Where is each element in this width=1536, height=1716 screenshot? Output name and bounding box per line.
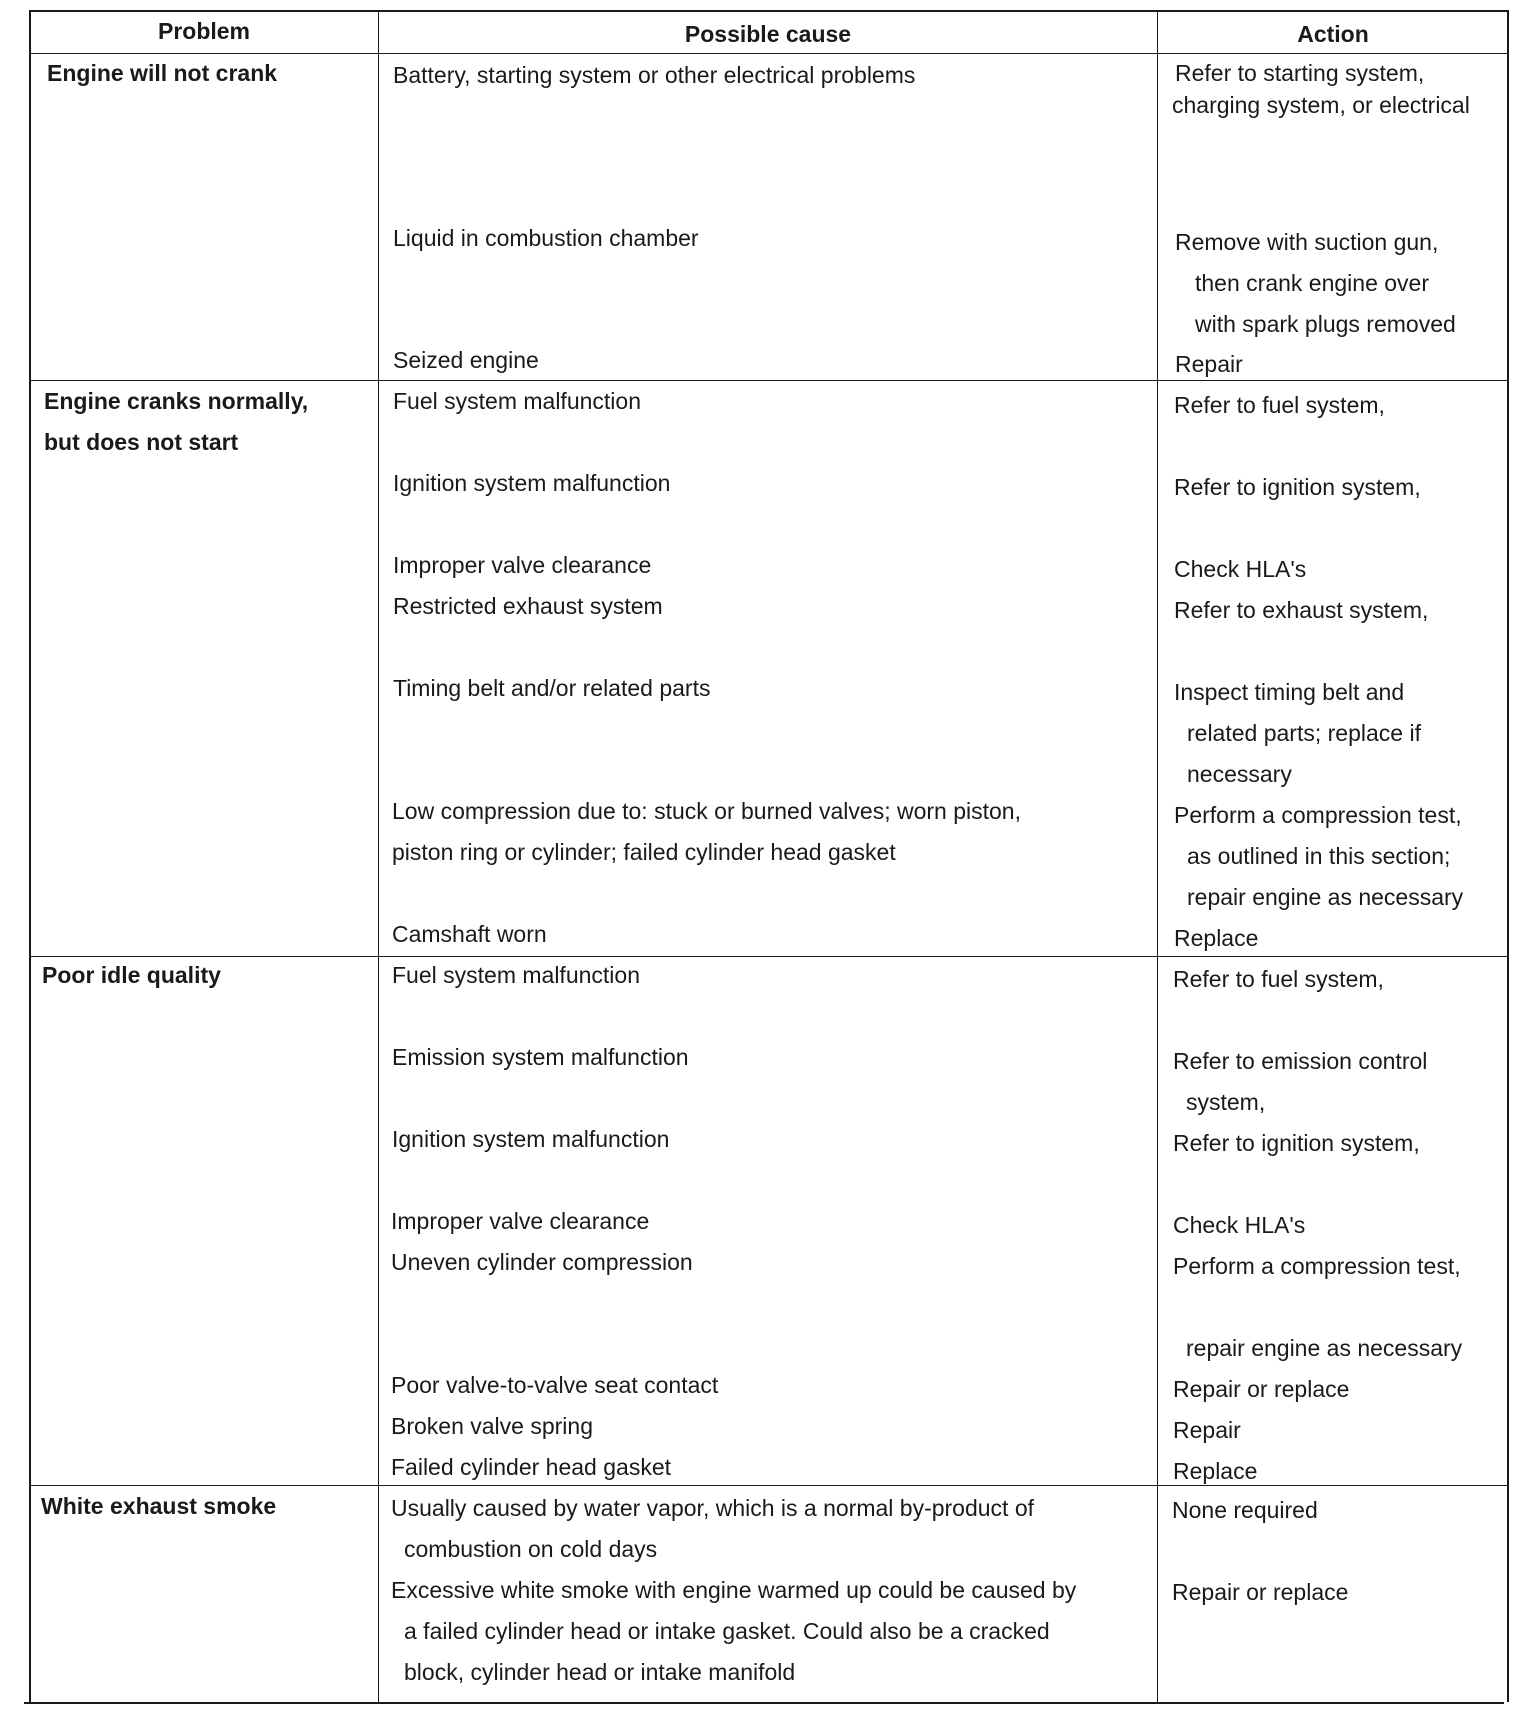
section-divider: [29, 956, 1509, 957]
action-text: Refer to emission control: [1173, 1048, 1428, 1074]
action-text: Refer to exhaust system,: [1174, 597, 1429, 623]
header-cause: Possible cause: [684, 21, 852, 47]
action-text: None required: [1172, 1497, 1318, 1523]
action-text: then crank engine over: [1195, 270, 1429, 296]
cause-text: Usually caused by water vapor, which is a normal by-product of: [391, 1495, 1035, 1521]
action-text: Repair: [1173, 1417, 1241, 1443]
action-text: Perform a compression test,: [1174, 802, 1462, 828]
table-border-left: [29, 10, 31, 1702]
cause-text: Ignition system malfunction: [392, 1126, 670, 1152]
action-text: Replace: [1173, 1458, 1258, 1484]
cause-text: Low compression due to: stuck or burned valves; worn piston,: [392, 798, 1021, 824]
action-text: Refer to fuel system,: [1174, 392, 1385, 418]
cause-text: a failed cylinder head or intake gasket. Could also be a cracked: [404, 1618, 1050, 1644]
action-text: repair engine as necessary: [1187, 884, 1464, 910]
table-border-top: [29, 10, 1509, 12]
action-text: Refer to starting system,: [1175, 60, 1425, 86]
action-text: Check HLA's: [1174, 556, 1307, 582]
problem-label: Engine cranks normally,: [44, 388, 309, 414]
action-text: Repair or replace: [1173, 1376, 1350, 1402]
table-border-bottom: [24, 1702, 1504, 1704]
action-text: necessary: [1187, 761, 1292, 787]
table-border-right: [1507, 10, 1509, 1702]
action-text: Check HLA's: [1173, 1212, 1306, 1238]
cause-text: Broken valve spring: [391, 1413, 593, 1439]
cause-text: Restricted exhaust system: [393, 593, 663, 619]
action-text: Replace: [1174, 925, 1259, 951]
action-text: system,: [1186, 1089, 1266, 1115]
action-text: Repair or replace: [1172, 1579, 1349, 1605]
cause-text: Improper valve clearance: [393, 552, 652, 578]
column-divider-action: [1157, 10, 1158, 1702]
action-text: related parts; replace if: [1187, 720, 1421, 746]
cause-text: Fuel system malfunction: [393, 388, 641, 414]
cause-text: Seized engine: [393, 347, 539, 373]
cause-text: Battery, starting system or other electrical problems: [393, 62, 916, 88]
cause-text: Improper valve clearance: [391, 1208, 650, 1234]
problem-label: White exhaust smoke: [41, 1493, 277, 1519]
action-text: repair engine as necessary: [1186, 1335, 1463, 1361]
action-text: Inspect timing belt and: [1174, 679, 1405, 705]
cause-text: Emission system malfunction: [392, 1044, 689, 1070]
cause-text: block, cylinder head or intake manifold: [404, 1659, 796, 1685]
action-text: Refer to fuel system,: [1173, 966, 1384, 992]
cause-text: Fuel system malfunction: [392, 962, 640, 988]
cause-text: piston ring or cylinder; failed cylinder head gasket: [392, 839, 896, 865]
cause-text: Liquid in combustion chamber: [393, 225, 699, 251]
cause-text: Timing belt and/or related parts: [393, 675, 711, 701]
cause-text: combustion on cold days: [404, 1536, 658, 1562]
cause-text: Failed cylinder head gasket: [391, 1454, 671, 1480]
action-text: with spark plugs removed: [1195, 311, 1456, 337]
cause-text: Ignition system malfunction: [393, 470, 671, 496]
action-text: Refer to ignition system,: [1174, 474, 1421, 500]
problem-label: Engine will not crank: [47, 60, 278, 86]
action-text: Refer to ignition system,: [1173, 1130, 1420, 1156]
problem-label: but does not start: [44, 429, 239, 455]
cause-text: Poor valve-to-valve seat contact: [391, 1372, 719, 1398]
cause-text: Excessive white smoke with engine warmed up could be caused by: [391, 1577, 1077, 1603]
problem-label: Poor idle quality: [42, 962, 221, 988]
header-problem: Problem: [157, 18, 251, 44]
column-divider-problem: [378, 10, 379, 1702]
cause-text: Uneven cylinder compression: [391, 1249, 693, 1275]
action-text: Remove with suction gun,: [1175, 229, 1439, 255]
action-text: as outlined in this section;: [1187, 843, 1451, 869]
cause-text: Camshaft worn: [392, 921, 547, 947]
action-text: charging system, or electrical: [1172, 92, 1470, 118]
header-action: Action: [1297, 21, 1369, 47]
action-text: Repair: [1175, 351, 1243, 377]
action-text: Perform a compression test,: [1173, 1253, 1461, 1279]
